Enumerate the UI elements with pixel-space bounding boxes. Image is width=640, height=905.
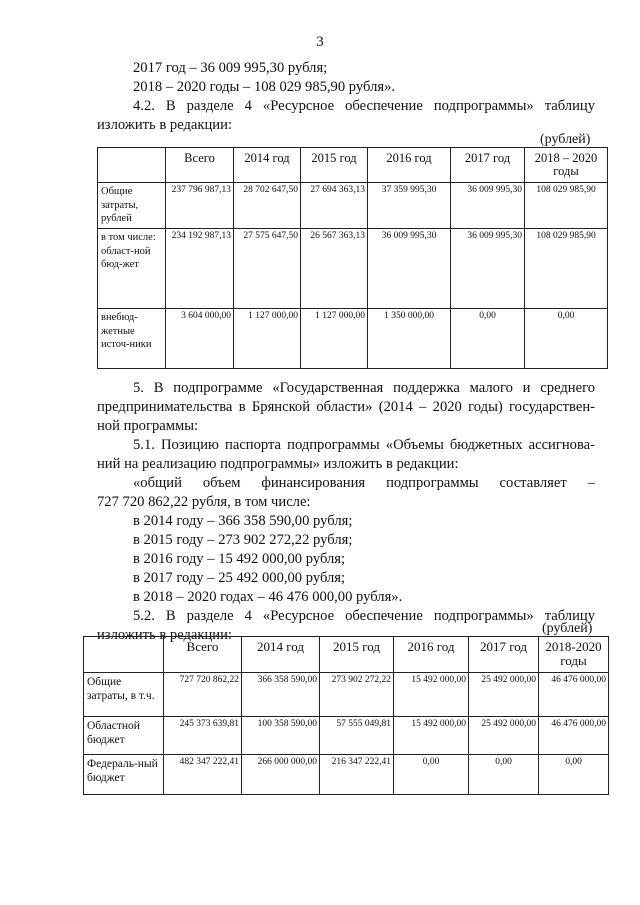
table-row xyxy=(84,673,609,717)
table2-cell: 46 476 000,00 xyxy=(539,673,609,717)
table1-header-2014: 2014 год xyxy=(234,148,301,183)
table2-cell: 25 492 000,00 xyxy=(469,673,539,717)
table-row xyxy=(84,755,609,795)
resource-table-2 xyxy=(83,636,609,795)
table1-header-2015: 2015 год xyxy=(301,148,368,183)
text-line: 4.2. В разделе 4 «Ресурсное обеспечение подпрограммы» таблицу xyxy=(133,98,595,114)
table-row xyxy=(98,183,608,229)
table1-cell: 1 127 000,00 xyxy=(301,309,368,369)
table2-cell: 57 555 049,81 xyxy=(320,717,394,755)
table-row xyxy=(84,717,609,755)
table1-cell: 36 009 995,30 xyxy=(368,229,451,309)
table1-unit: (рублей) xyxy=(540,132,591,147)
table2-row-label: Федераль-ный бюджет xyxy=(84,755,164,795)
table2-cell: 245 373 639,81 xyxy=(164,717,242,755)
table2-cell: 25 492 000,00 xyxy=(469,717,539,755)
text-line: ний на реализацию подпрограммы» изложить в редакции: xyxy=(97,456,459,472)
text-line: предпринимательства в Брянской области» (2014 – 2020 годы) государствен- xyxy=(97,399,595,415)
text-line: изложить в редакции: xyxy=(97,117,232,133)
table1-cell: 234 192 987,13 xyxy=(166,229,234,309)
page-number: 3 xyxy=(316,34,324,50)
table1-header-empty xyxy=(98,148,166,183)
resource-table-1 xyxy=(97,147,608,369)
table1-cell: 1 127 000,00 xyxy=(234,309,301,369)
text-line: изложить в редакции: xyxy=(97,627,232,643)
text-line: 727 720 862,22 рубля, в том числе: xyxy=(97,494,311,510)
table1-cell: 28 702 647,50 xyxy=(234,183,301,229)
table1-cell: 36 009 995,30 xyxy=(451,229,525,309)
text-line: 5.1. Позицию паспорта подпрограммы «Объемы бюджетных ассигнова- xyxy=(133,437,595,453)
table1-cell: 1 350 000,00 xyxy=(368,309,451,369)
table2-row-label: Общие затраты, в т.ч. xyxy=(84,673,164,717)
table2-cell: 482 347 222,41 xyxy=(164,755,242,795)
table2-row-label: Областной бюджет xyxy=(84,717,164,755)
text-line: 5. В подпрограмме «Государственная поддержка малого и среднего xyxy=(133,380,595,396)
text-line: «общий объем финансирования подпрограммы составляет – xyxy=(133,475,595,491)
table2-cell: 0,00 xyxy=(469,755,539,795)
text-line: в 2016 году – 15 492 000,00 рубля; xyxy=(133,551,346,567)
table2-cell: 266 000 000,00 xyxy=(242,755,320,795)
table2-header-2014: 2014 год xyxy=(242,637,320,673)
table1-row-label: Общие затраты, рублей xyxy=(98,183,166,229)
table2-cell: 46 476 000,00 xyxy=(539,717,609,755)
text-line: в 2018 – 2020 годах – 46 476 000,00 рубля». xyxy=(133,589,403,605)
text-line: 2017 год – 36 009 995,30 рубля; xyxy=(133,60,328,76)
text-line: в 2014 году – 366 358 590,00 рубля; xyxy=(133,513,353,529)
text-line: 2018 – 2020 годы – 108 029 985,90 рубля». xyxy=(133,79,396,95)
table2-header-2015: 2015 год xyxy=(320,637,394,673)
text-line: в 2017 году – 25 492 000,00 рубля; xyxy=(133,570,346,586)
table1-cell: 27 575 647,50 xyxy=(234,229,301,309)
table2-header-2016: 2016 год xyxy=(394,637,469,673)
table2-cell: 216 347 222,41 xyxy=(320,755,394,795)
table1-cell: 27 694 363,13 xyxy=(301,183,368,229)
table1-cell: 108 029 985,90 xyxy=(525,229,608,309)
table2-header-2018-2020: 2018-2020 годы xyxy=(539,637,609,673)
table1-cell: 36 009 995,30 xyxy=(451,183,525,229)
table2-cell: 273 902 272,22 xyxy=(320,673,394,717)
text-line: 5.2. В разделе 4 «Ресурсное обеспечение подпрограммы» таблицу xyxy=(133,608,595,624)
table1-cell: 0,00 xyxy=(525,309,608,369)
table1-cell: 3 604 000,00 xyxy=(166,309,234,369)
table2-cell: 366 358 590,00 xyxy=(242,673,320,717)
table1-cell: 237 796 987,13 xyxy=(166,183,234,229)
table1-cell: 37 359 995,30 xyxy=(368,183,451,229)
table2-cell: 0,00 xyxy=(539,755,609,795)
table2-header-total: Всего xyxy=(164,637,242,673)
table1-cell: 26 567 363,13 xyxy=(301,229,368,309)
text-line: в 2015 году – 273 902 272,22 рубля; xyxy=(133,532,353,548)
table-row xyxy=(98,309,608,369)
table1-cell: 108 029 985,90 xyxy=(525,183,608,229)
table2-unit: (рублей) xyxy=(542,621,593,636)
table2-header-empty xyxy=(84,637,164,673)
table2-cell: 15 492 000,00 xyxy=(394,717,469,755)
table2-cell: 15 492 000,00 xyxy=(394,673,469,717)
table1-cell: 0,00 xyxy=(451,309,525,369)
table1-header-total: Всего xyxy=(166,148,234,183)
table1-row-label: в том числе: област-ной бюд-жет xyxy=(98,229,166,309)
table-row xyxy=(98,229,608,309)
table2-cell: 727 720 862,22 xyxy=(164,673,242,717)
text-line: ной программы: xyxy=(97,418,199,434)
table2-cell: 0,00 xyxy=(394,755,469,795)
table1-header-2016: 2016 год xyxy=(368,148,451,183)
table1-row-label: внебюд-жетные источ-ники xyxy=(98,309,166,369)
table1-header-2017: 2017 год xyxy=(451,148,525,183)
table1-header-2018-2020: 2018 – 2020 годы xyxy=(525,148,608,183)
table2-header-2017: 2017 год xyxy=(469,637,539,673)
table2-cell: 100 358 590,00 xyxy=(242,717,320,755)
